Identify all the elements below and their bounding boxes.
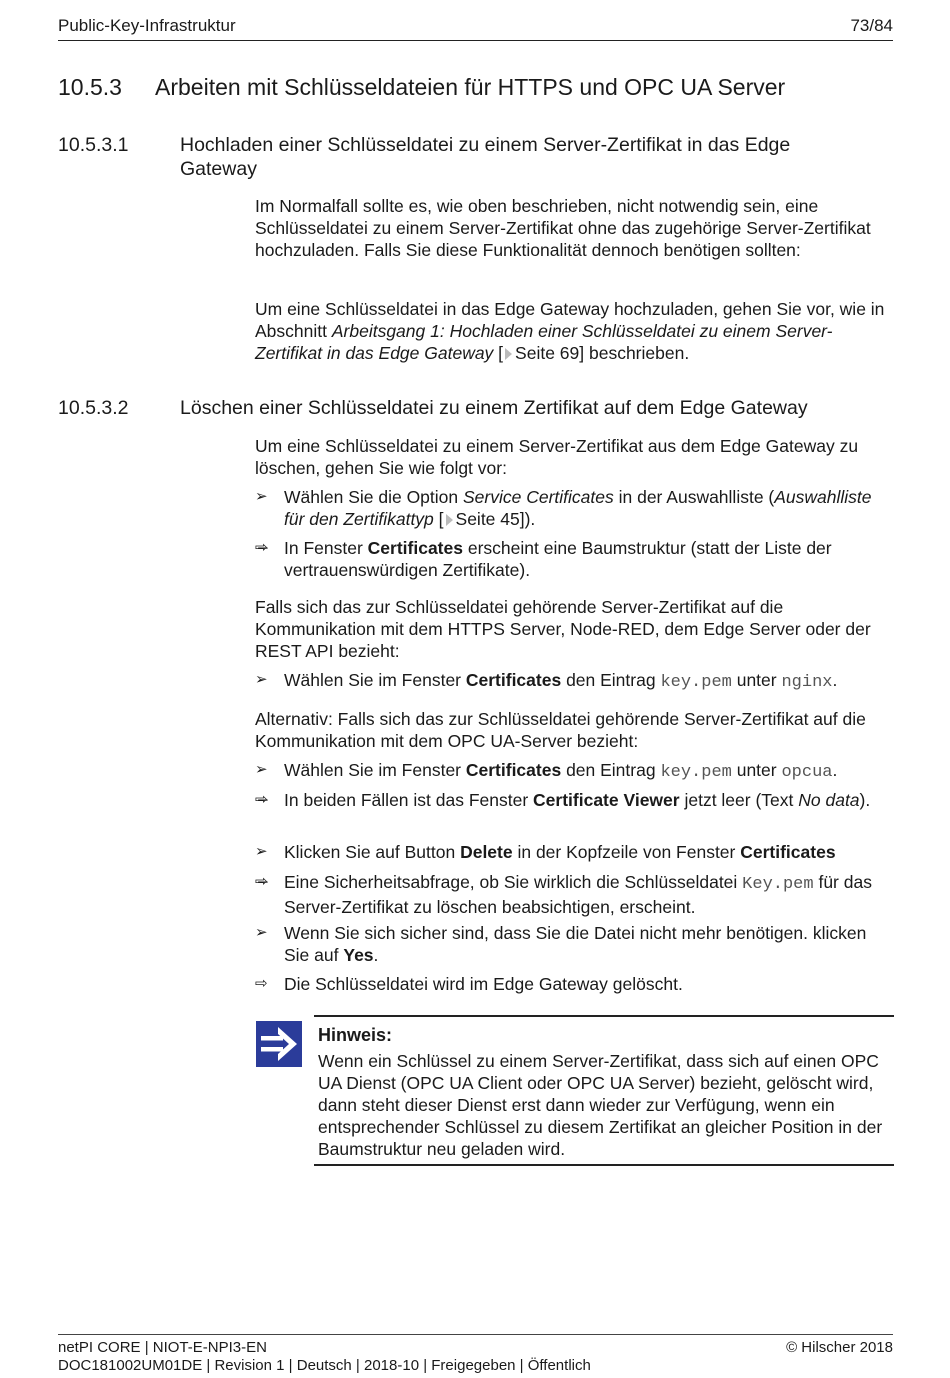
subsection-title: Hochladen einer Schlüsseldatei zu einem Server-Zertifikat in das Edge Gateway — [180, 134, 791, 180]
action-step — [255, 486, 895, 530]
step-text: Klicken Sie auf Button Delete in der Kopfzeile von Fenster Certificates — [284, 842, 836, 862]
cross-reference-link[interactable]: Arbeitsgang 1: Hochladen einer Schlüsseldatei zu einem Server-Zertifikat in das Edge Gateway — [255, 321, 833, 363]
reference-arrow-icon — [505, 348, 512, 360]
page-number: 73/84 — [850, 16, 893, 35]
text: Um eine Schlüsseldatei in das Edge Gateway hochzuladen, gehen Sie vor, wie in Abschnitt — [255, 299, 885, 341]
paragraph-with-link — [255, 298, 895, 364]
text: beschrieben. — [584, 343, 690, 363]
arrow-right-icon — [256, 1021, 302, 1067]
running-header-title: Public-Key-Infrastruktur — [58, 16, 236, 35]
action-arrow-icon: ➢ — [255, 761, 268, 778]
paragraph: Um eine Schlüsseldatei zu einem Server-Zertifikat aus dem Edge Gateway zu löschen, gehen Sie wie folgt vor: — [255, 436, 859, 478]
action-arrow-icon: ➢ — [255, 488, 268, 505]
subsection-title: Löschen einer Schlüsseldatei zu einem Zertifikat auf dem Edge Gateway — [180, 397, 808, 419]
step-text: In Fenster Certificates erscheint eine Baumstruktur (statt der Liste der vertrauenswürdigen Zertifikate). — [284, 538, 832, 580]
text: [ — [493, 343, 504, 363]
action-arrow-icon: ➢ — [255, 671, 268, 688]
subsection-heading-1 — [58, 133, 888, 183]
page-reference[interactable]: Seite 45] — [455, 509, 525, 529]
step-text: In beiden Fällen ist das Fenster Certificate Viewer jetzt leer (Text No data). — [284, 790, 871, 810]
step-text: Eine Sicherheitsabfrage, ob Sie wirklich die Schlüsseldatei Key.pem für das Server-Zertifikat zu löschen beabsichtigen, erscheint. — [284, 872, 872, 917]
intermediate-result-icon: ⇨̶ — [255, 791, 268, 808]
section-number: 10.5.3 — [58, 74, 122, 100]
action-arrow-icon: ➢ — [255, 924, 268, 941]
action-step — [255, 759, 895, 781]
intermediate-result-icon: ⇨̶ — [255, 873, 268, 890]
footer-product: netPI CORE | NIOT-E-NPI3-EN — [58, 1339, 267, 1356]
step-text: Wählen Sie im Fenster Certificates den Eintrag key.pem unter opcua. — [284, 760, 838, 782]
reference-arrow-icon — [446, 514, 453, 526]
header-divider — [58, 40, 893, 41]
note-title: Hinweis: — [318, 1025, 393, 1045]
subsection-number: 10.5.3.1 — [58, 134, 129, 156]
intermediate-result — [255, 537, 895, 581]
note-bottom-rule — [314, 1164, 894, 1166]
action-step — [255, 669, 895, 691]
cross-reference-link[interactable]: Auswahlliste für den Zertifikattyp — [284, 487, 872, 529]
step-text: Wählen Sie im Fenster Certificates den Eintrag key.pem unter nginx. — [284, 670, 838, 692]
subsection-heading-2 — [58, 396, 888, 422]
intermediate-result-icon: ⇨̶ — [255, 539, 268, 556]
paragraph: Im Normalfall sollte es, wie oben beschrieben, nicht notwendig sein, eine Schlüsseldatei zu einem Server-Zertifikat ohne das zugehörige Server-Zertifikat hochzuladen. Falls Sie diese Funktionalität dennoch benötigen sollten: — [255, 196, 871, 260]
action-step — [255, 922, 895, 966]
section-title: Arbeiten mit Schlüsseldateien für HTTPS und OPC UA Server — [155, 74, 786, 100]
footer-document-info: DOC181002UM01DE | Revision 1 | Deutsch | 2018-10 | Freigegeben | Öffentlich — [58, 1357, 591, 1374]
action-arrow-icon: ➢ — [255, 843, 268, 860]
note-text: Wenn ein Schlüssel zu einem Server-Zertifikat, dass sich auf einen OPC UA Dienst (OPC UA Client oder OPC UA Server) bezieht, gelöscht wird, dann steht dieser Dienst erst dann wieder zur Verfügung, wenn ein entsprechender Schlüssel zu diesem Zertifikat an gleicher Position in der Baumstruktur neu geladen wird. — [318, 1051, 883, 1159]
final-result — [255, 973, 895, 995]
paragraph: Falls sich das zur Schlüsseldatei gehörende Server-Zertifikat auf die Kommunikation mit dem HTTPS Server, Node-RED, dem Edge Server oder der REST API bezieht: — [255, 597, 871, 661]
step-text: Die Schlüsseldatei wird im Edge Gateway gelöscht. — [284, 974, 683, 994]
result-arrow-icon: ⇨ — [255, 975, 268, 992]
intermediate-result — [255, 789, 895, 833]
section-heading — [58, 74, 785, 101]
action-step — [255, 841, 895, 863]
paragraph: Alternativ: Falls sich das zur Schlüsseldatei gehörende Server-Zertifikat auf die Kommunikation mit dem OPC UA-Server bezieht: — [255, 709, 866, 751]
footer-copyright: © Hilscher 2018 — [786, 1339, 893, 1356]
page-reference[interactable]: Seite 69] — [515, 343, 585, 363]
step-text: Wenn Sie sich sicher sind, dass Sie die Datei nicht mehr benötigen. klicken Sie auf Yes. — [284, 923, 867, 965]
note-top-rule — [314, 1015, 894, 1017]
step-text: Wählen Sie die Option Service Certificates in der Auswahlliste (Auswahlliste für den Zertifikattyp [ Seite 45]). — [284, 487, 872, 529]
footer-divider — [58, 1334, 893, 1335]
subsection-number: 10.5.3.2 — [58, 397, 129, 419]
intermediate-result — [255, 871, 895, 915]
